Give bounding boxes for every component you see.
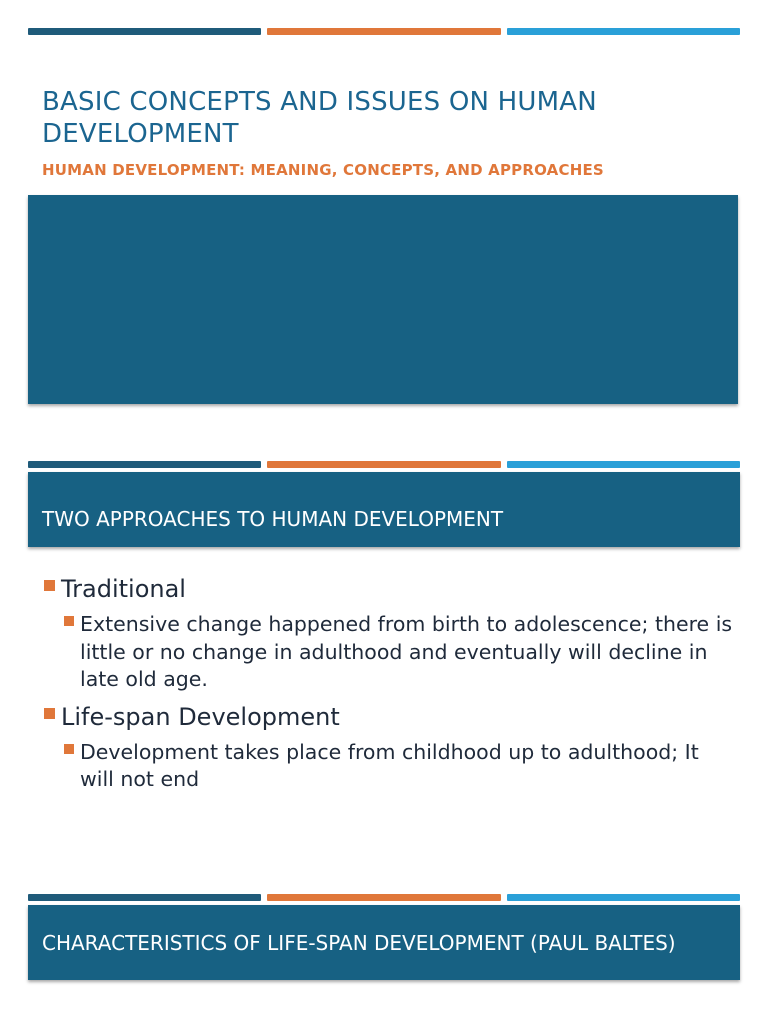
section-header (28, 472, 740, 547)
sub-bullet-item (64, 739, 734, 794)
sub-bullet-text: Development takes place from childhood up to adulthood; It will not end (80, 739, 699, 791)
accent-segment-dark (28, 461, 261, 468)
bullet-list (44, 574, 734, 802)
accent-segment-orange (267, 28, 500, 35)
bullet-text: Life-span Development (61, 702, 340, 731)
bullet-marker-icon (44, 708, 55, 719)
accent-bar (28, 461, 740, 468)
slide-title: BASIC CONCEPTS AND ISSUES ON HUMAN DEVELOPMENT (42, 87, 597, 149)
section-header-text: CHARACTERISTICS OF LIFE-SPAN DEVELOPMENT (PAUL BALTES) (42, 930, 676, 955)
bullet-marker-icon (44, 580, 55, 591)
accent-segment-light (507, 461, 740, 468)
bullet-text: Traditional (61, 575, 186, 603)
sub-bullet-item (64, 611, 734, 694)
accent-segment-dark (28, 28, 261, 35)
bullet-marker-icon (64, 744, 74, 754)
bullet-marker-icon (64, 616, 74, 626)
accent-segment-orange (267, 461, 500, 468)
section-header (28, 905, 740, 980)
accent-segment-light (507, 894, 740, 901)
bullet-item (44, 702, 734, 732)
section-header-text: TWO APPROACHES TO HUMAN DEVELOPMENT (42, 506, 504, 531)
accent-bar (28, 28, 740, 35)
accent-segment-light (507, 28, 740, 35)
bullet-item (44, 574, 734, 604)
accent-segment-dark (28, 894, 261, 901)
accent-segment-orange (267, 894, 500, 901)
accent-bar (28, 894, 740, 901)
slide-subtitle: HUMAN DEVELOPMENT: MEANING, CONCEPTS, AND APPROACHES (42, 161, 604, 179)
sub-bullet-text: Extensive change happened from birth to adolescence; there is little or no change in adulthood and eventually will decline in late old age. (80, 612, 733, 691)
content-placeholder-box (28, 195, 738, 404)
